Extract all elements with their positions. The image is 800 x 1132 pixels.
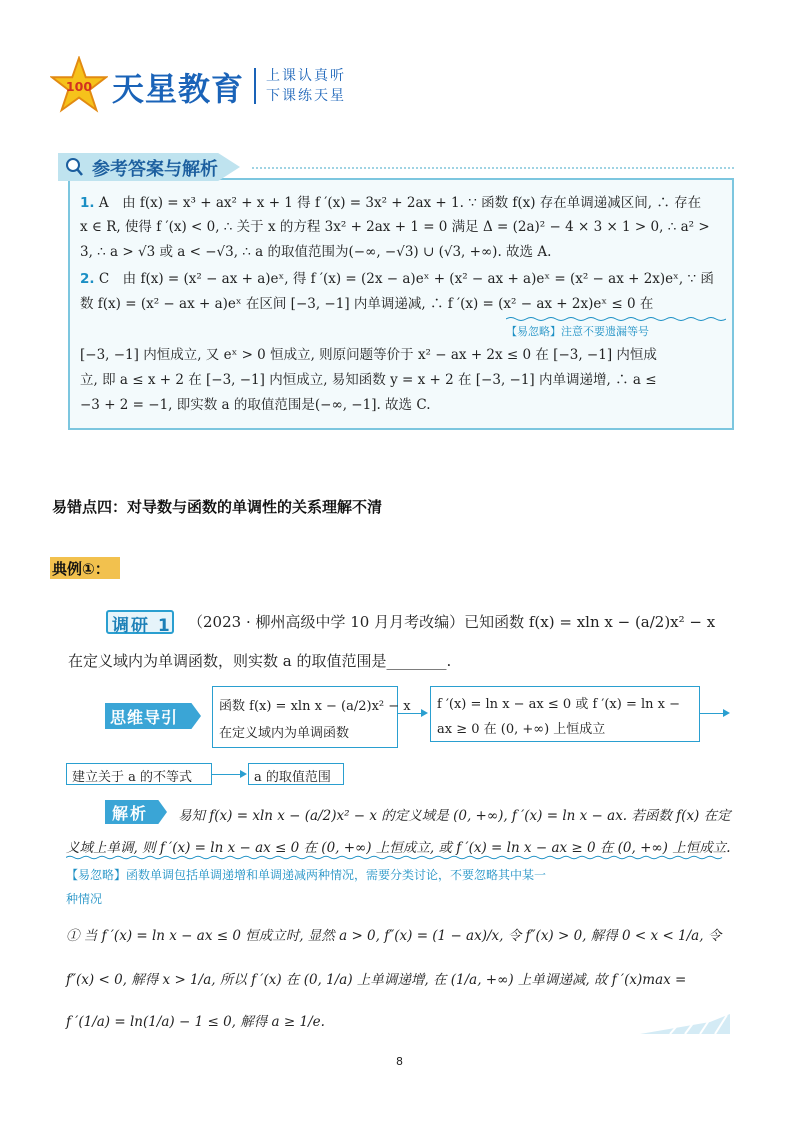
analysis-line-2: 义域上单调, 则 f ′(x) = ln x − ax ≤ 0 在 (0, +∞) 上恒成立, 或 f ′(x) = ln x − ax ≥ 0 在 (0, +∞) 上恒成立. — [66, 840, 731, 856]
q1-line-2: x ∈ R, 使得 f ′(x) < 0, ∴ 关于 x 的方程 3x² + 2ax + 1 = 0 满足 Δ = (2a)² − 4 × 3 × 1 > 0, ∴ a² > — [80, 219, 710, 235]
q2-line-2: 数 f(x) = (x² − ax + a)eˣ 在区间 [−3, −1] 内单调递减, ∴ f ′(x) = (x² − ax + 2x)eˣ ≤ 0 在 — [80, 296, 654, 312]
analysis-line-1: 易知 f(x) = xln x − (a/2)x² − x 的定义域是 (0, +∞), f ′(x) = ln x − ax. 若函数 f(x) 在定 — [178, 808, 731, 824]
example-label: 典例①： — [52, 560, 110, 578]
arrow-line — [700, 713, 724, 714]
arrow-line — [398, 713, 422, 714]
box1-line-1: 函数 f(x) = xln x − (a/2)x² − x — [219, 699, 411, 714]
question-line-2: 在定义域内为单调函数，则实数 a 的取值范围是________. — [68, 652, 452, 670]
arrow-right-icon — [421, 709, 428, 717]
box4-text: a 的取值范围 — [254, 770, 331, 785]
brand-divider — [254, 68, 256, 104]
q2-line-4: 立, 即 a ≤ x + 2 在 [−3, −1] 内恒成立, 易知函数 y = x + 2 在 [−3, −1] 内单调递增, ∴ a ≤ — [80, 372, 657, 388]
slogan — [266, 66, 346, 106]
research-badge-text: 调研 1 — [112, 616, 172, 636]
arrow-right-icon — [723, 709, 730, 717]
box2-line-2: ax ≥ 0 在 (0, +∞) 上恒成立 — [437, 722, 606, 737]
brand-name: 天星教育 — [112, 70, 245, 108]
star-logo-icon — [50, 56, 108, 114]
box2-line-1: f ′(x) = ln x − ax ≤ 0 或 f ′(x) = ln x − — [437, 697, 681, 712]
box1-line-2: 在定义域内为单调函数 — [219, 726, 350, 741]
q2-line-3: [−3, −1] 内恒成立, 又 eˣ > 0 恒成立, 则原问题等价于 x² − ax + 2x ≤ 0 在 [−3, −1] 内恒成 — [80, 347, 657, 363]
analysis-hint-line-1: 【易忽略】函数单调包括单调递增和单调递减两种情况，需要分类讨论，不要忽略其中某一 — [66, 868, 547, 882]
analysis-line-5: f ′(1/a) = ln(1/a) − 1 ≤ 0, 解得 a ≥ 1/e. — [66, 1014, 325, 1030]
analysis-line-3: ① 当 f ′(x) = ln x − ax ≤ 0 恒成立时, 显然 a > 0, f″(x) = (1 − ax)/x, 令 f″(x) > 0, 解得 0 < x < 1/a, 令 — [66, 928, 722, 944]
answer-section-title: 参考答案与解析 — [92, 159, 218, 180]
wavy-underline — [66, 855, 726, 860]
wavy-underline — [506, 316, 726, 322]
q2-line-5: −3 + 2 = −1, 即实数 a 的取值范围是(−∞, −1]. 故选 C. — [80, 397, 431, 413]
mind-map-box-4 — [248, 763, 344, 785]
mind-map-title: 思维导引 — [110, 708, 179, 727]
logo-text: 100 — [65, 78, 93, 94]
page-number: 8 — [396, 1055, 403, 1068]
q2-line-1: 2. C 由 f(x) = (x² − ax + a)eˣ, 得 f ′(x) = (2x − a)eˣ + (x² − ax + a)eˣ = (x² − ax + 2x)eˣ, ∵ 函 — [80, 271, 714, 287]
q1-line-1: 1. A 由 f(x) = x³ + ax² + x + 1 得 f ′(x) = 3x² + 2ax + 1. ∵ 函数 f(x) 存在单调递减区间, ∴ 存在 — [80, 195, 702, 211]
arrow-right-icon — [240, 770, 247, 778]
slogan-line-1: 上课认真听 — [266, 68, 346, 84]
arrow-line — [212, 774, 240, 775]
q1-line-3: 3, ∴ a > √3 或 a < −√3, ∴ a 的取值范围为(−∞, −√3) ∪ (√3, +∞). 故选 A. — [80, 244, 552, 260]
q2-hint: 【易忽略】注意不要遗漏等号 — [506, 325, 649, 338]
section-title: 易错点四：对导数与函数的单调性的关系理解不清 — [52, 498, 383, 516]
analysis-line-4: f″(x) < 0, 解得 x > 1/a, 所以 f ′(x) 在 (0, 1/a) 上单调递增, 在 (1/a, +∞) 上单调递减, 故 f ′(x)max = — [66, 972, 687, 988]
decorative-stripes — [640, 1014, 730, 1034]
mind-map-box-1 — [212, 686, 411, 748]
magnifier-icon — [64, 157, 84, 177]
dotted-divider — [252, 167, 734, 169]
slogan-line-2: 下课练天星 — [266, 88, 346, 104]
analysis-title: 解析 — [112, 804, 149, 823]
mind-map-box-3 — [66, 763, 212, 785]
analysis-hint-line-2: 种情况 — [66, 892, 103, 906]
question-line-1: （2023 · 柳州高级中学 10 月月考改编）已知函数 f(x) = xln x − (a/2)x² − x — [188, 613, 716, 631]
box3-text: 建立关于 a 的不等式 — [72, 770, 193, 785]
mind-map-box-2 — [430, 686, 700, 742]
